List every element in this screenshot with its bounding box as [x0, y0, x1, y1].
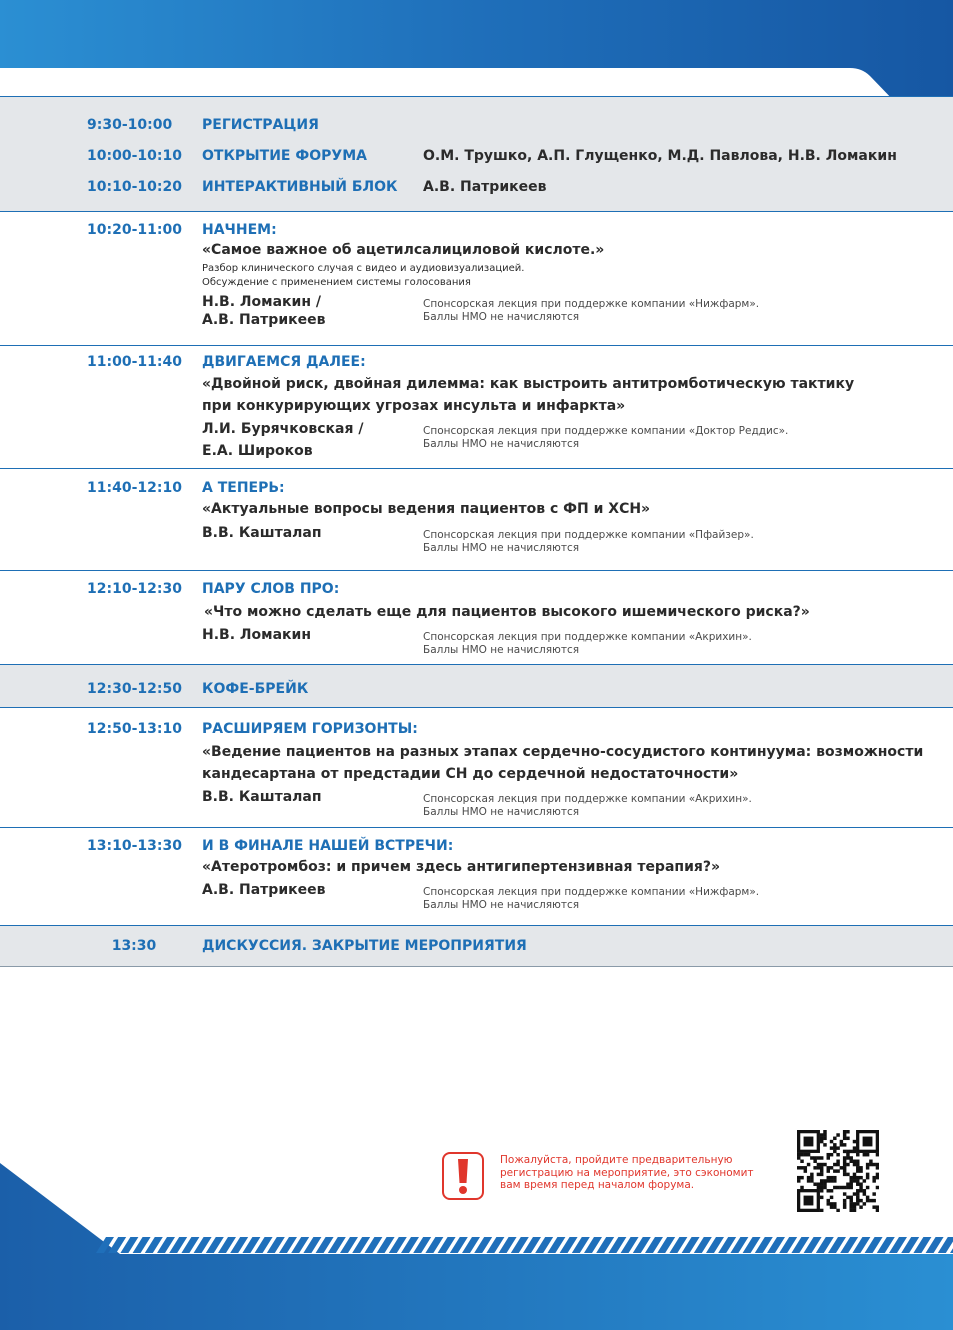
- time-slot: 11:00-11:40: [87, 354, 182, 370]
- speakers: А.В. Патрикеев: [423, 179, 547, 195]
- session-heading: КОФЕ-БРЕЙК: [202, 681, 309, 697]
- sponsor-note: Спонсорская лекция при поддержке компании «Нижфарм».: [423, 298, 760, 310]
- sponsor-note: Спонсорская лекция при поддержке компании «Акрихин».: [423, 631, 752, 643]
- session-heading: И В ФИНАЛЕ НАШЕЙ ВСТРЕЧИ:: [202, 838, 454, 854]
- session-heading: РЕГИСТРАЦИЯ: [202, 117, 319, 133]
- session-heading: А ТЕПЕРЬ:: [202, 480, 285, 496]
- nmo-note: Баллы НМО не начисляются: [423, 806, 580, 818]
- registration-notice: [500, 1154, 790, 1192]
- session-heading: НАЧНЕМ:: [202, 222, 277, 238]
- sponsor-note: Спонсорская лекция при поддержке компании «Акрихин».: [423, 793, 752, 805]
- time-slot: 12:30-12:50: [87, 681, 182, 697]
- time-slot: 13:30: [111, 938, 157, 954]
- session-heading: ПАРУ СЛОВ ПРО:: [202, 581, 340, 597]
- qr-code-icon[interactable]: [797, 1130, 879, 1212]
- session-heading: ДИСКУССИЯ. ЗАКРЫТИЕ МЕРОПРИЯТИЯ: [202, 938, 527, 954]
- time-slot: 10:00-10:10: [87, 148, 182, 164]
- divider: [0, 345, 953, 346]
- session-heading: РАСШИРЯЕМ ГОРИЗОНТЫ:: [202, 721, 418, 737]
- nmo-note: Баллы НМО не начисляются: [423, 644, 580, 656]
- sponsor-note: Спонсорская лекция при поддержке компании «Пфайзер».: [423, 529, 754, 541]
- speaker-name: Е.А. Широков: [202, 443, 313, 459]
- decorative-stripes: [96, 1237, 953, 1253]
- divider: [0, 707, 953, 708]
- lecture-title: «Ведение пациентов на разных этапах сердечно-сосудистого континуума: возможности: [202, 744, 924, 760]
- notice-line: Пожалуйста, пройдите предварительную: [500, 1154, 733, 1166]
- lecture-title: «Двойной риск, двойная дилемма: как выстроить антитромботическую тактику: [202, 376, 855, 392]
- lecture-title: «Актуальные вопросы ведения пациентов с ФП и ХСН»: [202, 501, 651, 517]
- divider: [0, 925, 953, 926]
- time-slot: 10:10-10:20: [87, 179, 182, 195]
- speaker-name: Н.В. Ломакин /: [202, 294, 322, 310]
- lecture-title: кандесартана от предстадии СН до сердечной недостаточности»: [202, 766, 739, 782]
- exclamation-icon: [441, 1151, 485, 1201]
- time-slot: 12:10-12:30: [87, 581, 182, 597]
- session-heading: ОТКРЫТИЕ ФОРУМА: [202, 148, 367, 164]
- time-slot: 9:30-10:00: [87, 117, 173, 133]
- divider: [0, 211, 953, 212]
- speaker-name: В.В. Кашталап: [202, 525, 322, 541]
- lecture-title: «Самое важное об ацетилсалициловой кислоте.»: [202, 242, 605, 258]
- notice-line: регистрацию на мероприятие, это сэкономит: [500, 1166, 754, 1179]
- sponsor-note: Спонсорская лекция при поддержке компании «Нижфарм».: [423, 886, 760, 898]
- nmo-note: Баллы НМО не начисляются: [423, 899, 580, 911]
- speaker-name: В.В. Кашталап: [202, 789, 322, 805]
- nmo-note: Баллы НМО не начисляются: [423, 311, 580, 323]
- divider: [0, 570, 953, 571]
- lecture-title: при конкурирующих угрозах инсульта и инфаркта»: [202, 398, 626, 414]
- divider: [0, 664, 953, 665]
- session-heading: ДВИГАЕМСЯ ДАЛЕЕ:: [202, 354, 366, 370]
- divider: [0, 966, 953, 967]
- time-slot: 12:50-13:10: [87, 721, 182, 737]
- nmo-note: Баллы НМО не начисляются: [423, 438, 580, 450]
- session-heading: ИНТЕРАКТИВНЫЙ БЛОК: [202, 179, 398, 195]
- lecture-title: «Что можно сделать еще для пациентов высокого ишемического риска?»: [204, 604, 810, 620]
- sponsor-note: Спонсорская лекция при поддержке компании «Доктор Реддис».: [423, 425, 789, 437]
- time-slot: 11:40-12:10: [87, 480, 182, 496]
- divider: [0, 468, 953, 469]
- notice-line: вам время перед началом форума.: [500, 1179, 695, 1191]
- speakers: О.М. Трушко, А.П. Глущенко, М.Д. Павлова, Н.В. Ломакин: [423, 148, 897, 164]
- divider: [0, 96, 953, 97]
- lecture-description: Разбор клинического случая с видео и аудиовизуализацией.: [202, 263, 525, 274]
- lecture-description: Обсуждение с применением системы голосования: [202, 277, 471, 288]
- divider: [0, 827, 953, 828]
- speaker-name: Л.И. Бурячковская /: [202, 421, 364, 437]
- lecture-title: «Атеротромбоз: и причем здесь антигипертензивная терапия?»: [202, 859, 721, 875]
- time-slot: 13:10-13:30: [87, 838, 182, 854]
- speaker-name: Н.В. Ломакин: [202, 627, 312, 643]
- speaker-name: А.В. Патрикеев: [202, 312, 326, 328]
- speaker-name: А.В. Патрикеев: [202, 882, 326, 898]
- nmo-note: Баллы НМО не начисляются: [423, 542, 580, 554]
- time-slot: 10:20-11:00: [87, 222, 182, 238]
